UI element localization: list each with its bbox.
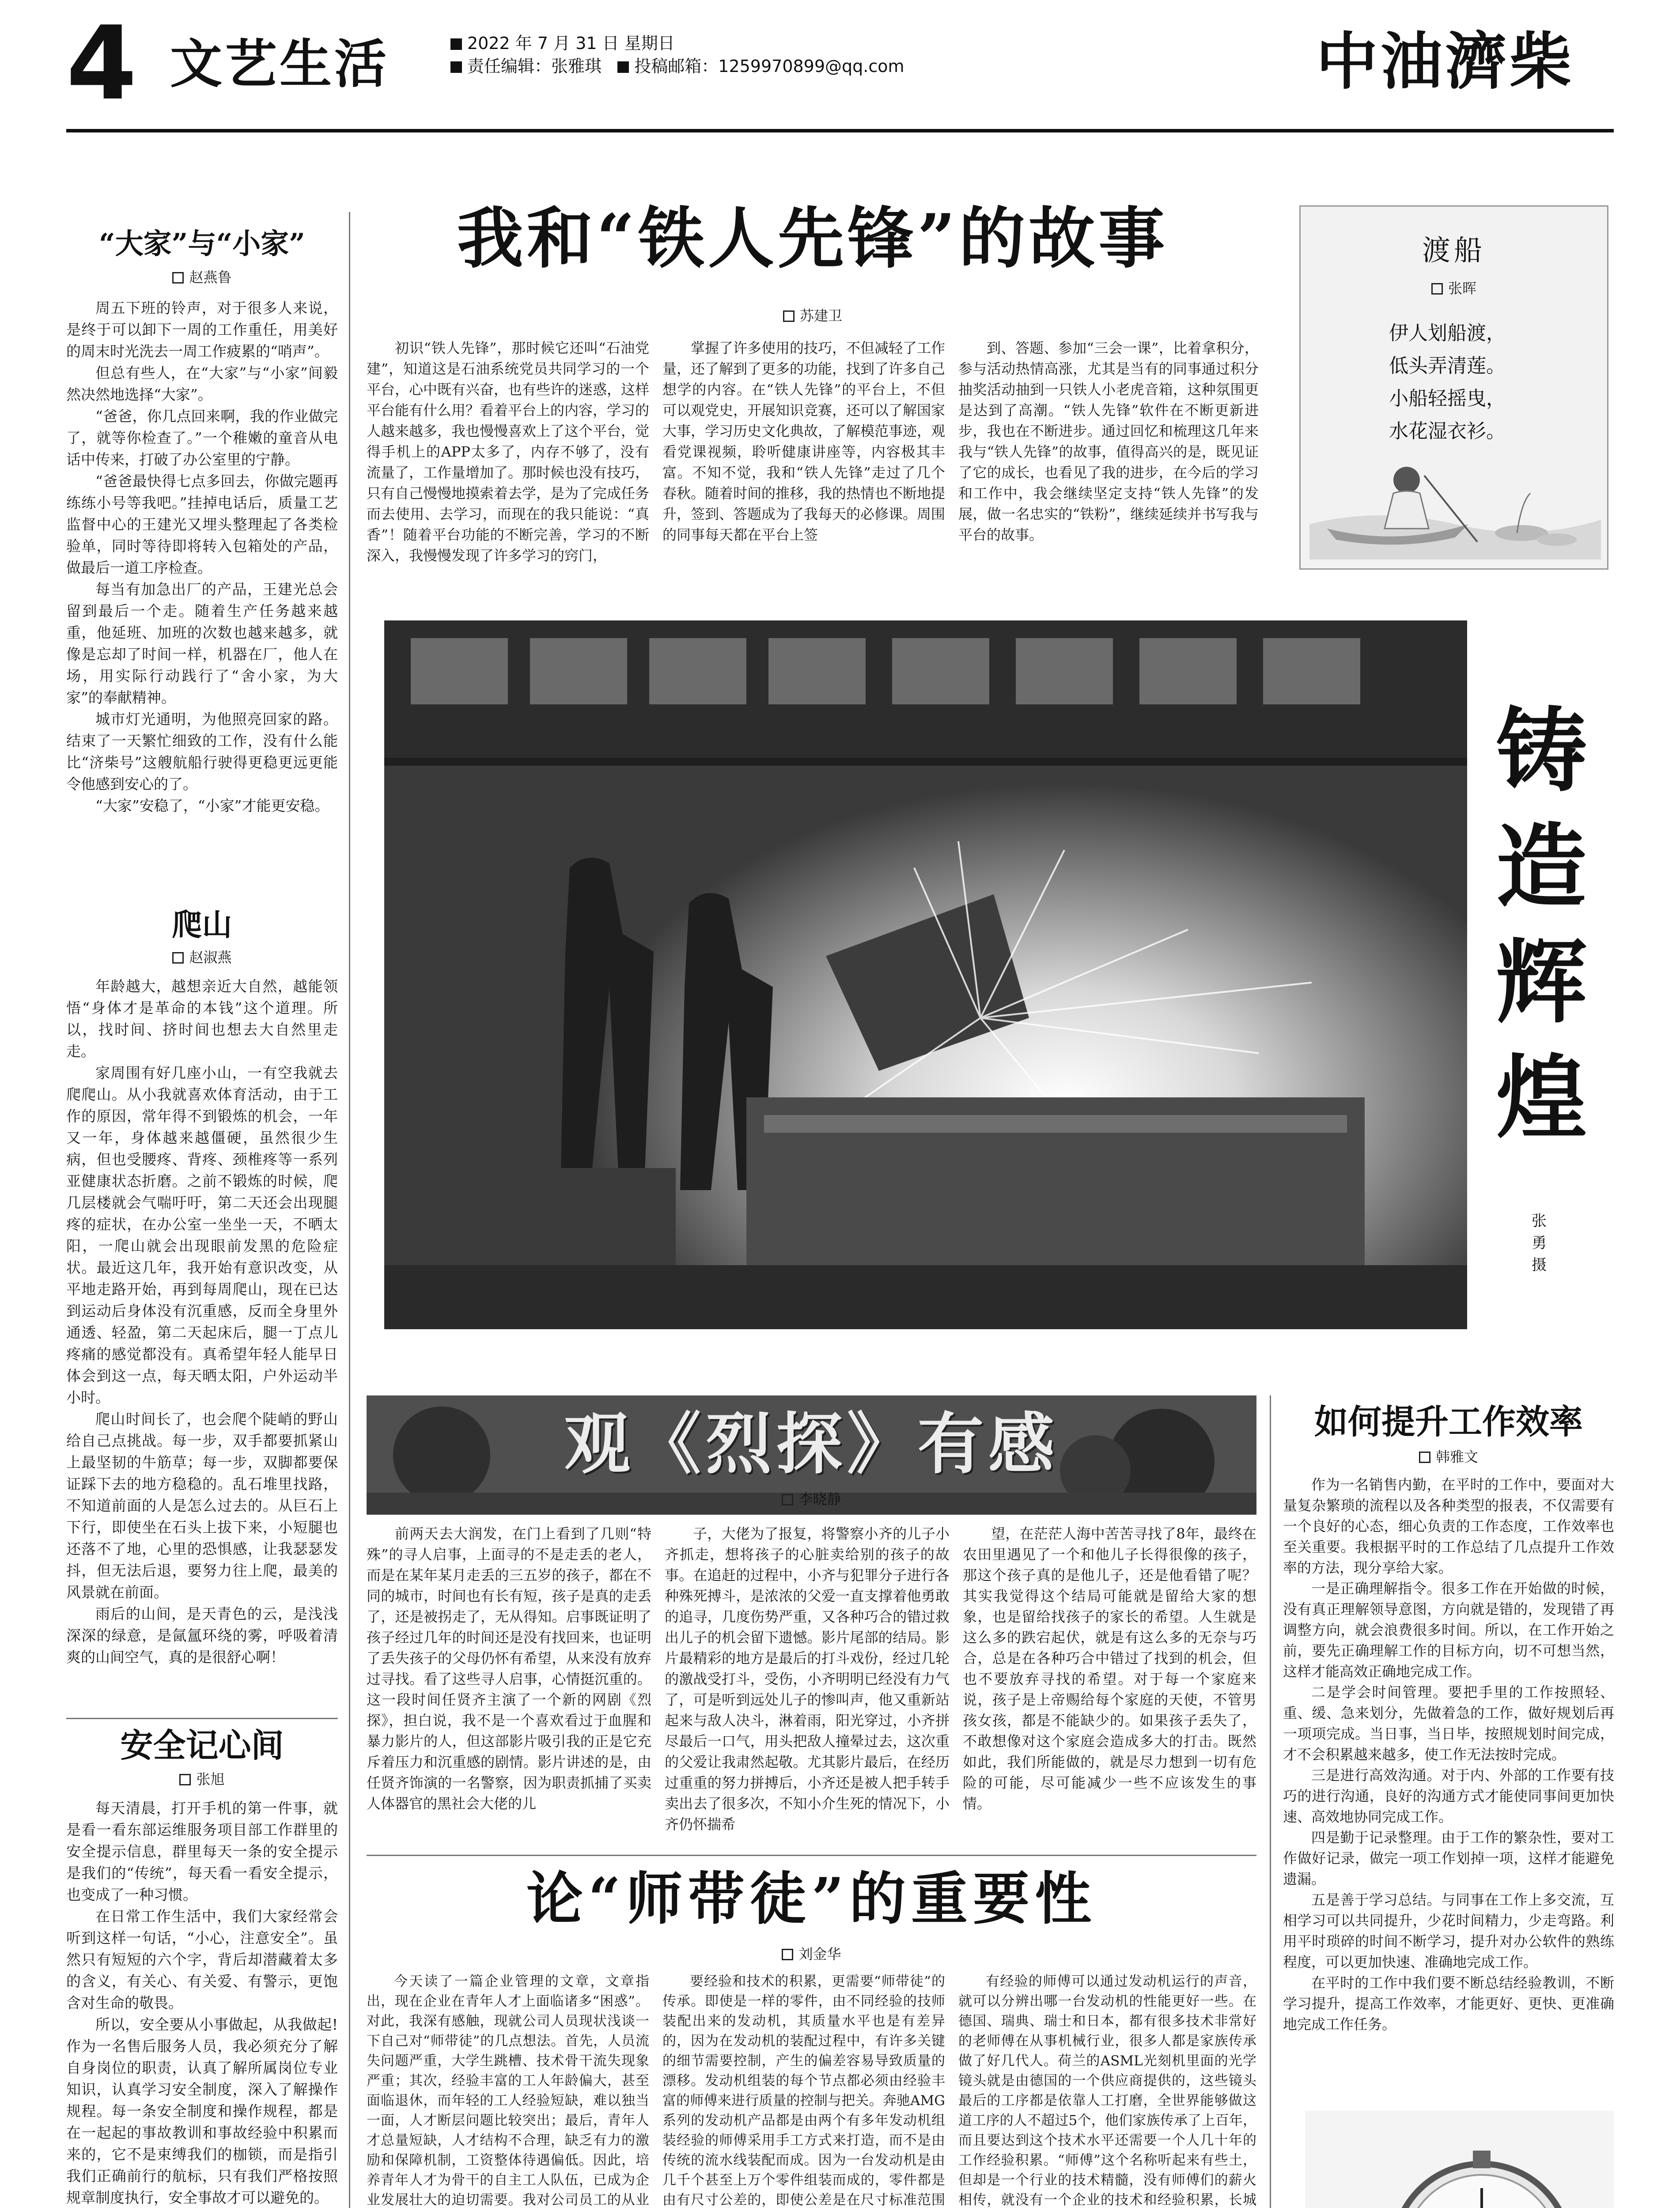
essay-title: 爬山 [172,907,232,943]
poem-line: 水花湿衣衫。 [1389,420,1506,442]
foundry-photo [384,620,1467,1329]
square-bullet-icon [617,61,629,73]
top-rule [66,129,1614,132]
essay-title: 安全记心间 [120,1727,284,1765]
paragraph: 有经验的师傅可以通过发动机运行的声音，就可以分辨出哪一台发动机的性能更好一些。在德国、瑞典、瑞士和日本，都有很多技术非常好的老师傅在从事机械行业，很多人都是家族传承做了好几代人。荷兰的ASML光刻机里面的光学镜头就是由德国的一个供应商提供的，这些镜头最后的工序都是依靠人工打磨，全世界能够做这道工序的人不超过5个，他们家族传承了上百年，而且要达到这个技术水平还需要一个人几十年的工作经验积累。“师傅”这个名称听起来有些土，但却是一个行业的技术精髓，没有师傅们的薪火相传，就没有一个企业的技术和经验积累，长城 [958,1974,1256,2208]
paragraph: 家周围有好几座小山，一有空我就去爬爬山。从小我就喜欢体育活动，由于工作的原因，常年得不到锻炼的机会，一年又一年，身体越来越僵硬，虽然很少生病，但也受腰疼、背疼、颈椎疼等一系列亚健康状态折磨。之前不锻炼的时候，爬几层楼就会气喘吁吁，第二天还会出现腿疼的症状，在办公室一坐坐一天，不晒太阳，一爬山就会出现眼前发黑的危险症状。最近这几年，我开始有意识改变，从平地走路开始，再到每周爬山，现在已达到运动后身体没有沉重感，反而全身里外通透、轻盈，第二天起床后，腿一丁点儿疼痛的感觉都没有。真希望年轻人能早日体会到这一点，每天晒太阳，户外运动半小时。 [66,1064,338,1406]
paragraph: 作为一名销售内勤，在平时的工作中，要面对大量复杂繁琐的流程以及各种类型的报表，不仅需要有一个良好的心态，细心负责的工作态度，工作效率也至关重要。我根据平时的工作总结了几点提升工作效率的方法，现分享给大家。 [1283,1476,1614,1576]
author-box-icon [172,272,184,284]
paragraph: 周五下班的铃声，对于很多人来说，是终于可以卸下一周的工作重任，用美好的周末时光洗去一周工作疲累的“哨声”。 [66,299,338,360]
poem-line: 低头弄清莲。 [1389,355,1506,377]
main-story-col-3 [958,338,1259,545]
section-divider [367,1855,1256,1856]
essay-safety [66,1724,338,2208]
paragraph: 所以，安全要从小事做起，从我做起!作为一名售后服务人员，我必须充分了解自身岗位的职责，认真了解所属岗位专业知识，认真学习安全制度，深入了解操作规程。每一条安全制度和操作规程，都是在一起起的事故教训和事故经验中积累而来的，它不是束缚我们的枷锁，而是指引我们正确前行的航标，只有我们严格按照规章制度执行，安全事故才可以避免的。 [66,2016,338,2206]
column-divider [66,1718,338,1719]
paragraph: 前两天去大润发，在门上看到了几则“特殊”的寻人启事，上面寻的不是走丢的老人，而是在某年某月走丢的三五岁的孩子，都在不同的城市，时间也有长有短，孩子是真的走丢了，还是被拐走了，无从得知。启事既证明了孩子经过几年的时间还是没有找回来，也证明了丢失孩子的父母仍怀有希望，从来没有放弃过寻找。看了这些寻人启事，心情挺沉重的。这一段时间任贤齐主演了一个新的网剧《烈探》，担白说，我不是一个喜欢看过于血腥和暴力影片的人，但这部影片吸引我的正是它充斥着压力和沉重感的剧情。影片讲述的是，由任贤齐饰演的一名警察，因为职责抓捕了买卖人体器官的黑社会大佬的儿 [367,1525,651,1812]
editor-text: 责任编辑：张雅琪 [467,57,602,76]
paragraph: 五是善于学习总结。与同事在工作上多交流，互相学习可以共同提升，少花时间精力，少走弯路。利用平时琐碎的时间不断学习，提升对办公软件的熟练程度，可以更加快速、准确地完成工作。 [1283,1891,1614,1970]
author-name: 张晖 [1448,280,1476,297]
essay-title: “大家”与“小家” [98,227,306,261]
paragraph: 今天读了一篇企业管理的文章，文章指出，现在企业在青年人才上面临诸多“困惑”。对此，我深有感触，现就公司人员现状浅谈一下自己对“师带徒”的几点想法。首先，人员流失问题严重，大学生跳槽、技术骨干流失现象严重；其次，经验丰富的工人年龄偏大，甚至面临退休，而年轻的工人经验短缺，难以独当一面，人才断层问题比较突出；最后，青年人才总量短缺，人才结构不合理，缺乏有力的激励和保障机制，工资整体待遇偏低。因此，培养青年人才为骨干的自主工人队伍，已成为企业发展壮大的迫切需要。我对公司员工的从业 [367,1974,649,2208]
main-story-col-2 [662,338,945,545]
paragraph: 二是学会时间管理。要把手里的工作按照轻、重、缓、急来划分，先做着急的工作，做好规划后再一项项完成。当日事，当日毕，按照规划时间完成，才不会积累越来越多，使工作无法按时完成。 [1283,1684,1614,1763]
author-name: 刘金华 [798,1946,841,1962]
page-number: 4 [66,5,137,123]
paragraph: 子，大佬为了报复，将警察小齐的儿子小齐抓走，想将孩子的心脏卖给别的孩子的故事。在追赶的过程中，小齐与犯罪分子进行各种殊死搏斗，是浓浓的父爱一直支撑着他勇敢的追寻，几度伤势严重，又各种巧合的错过救出儿子的机会留下遗憾。影片尾部的结局。影片最精彩的地方是最后的打斗戏份，经过几轮的激战受打斗，受伤，小齐明明已经没有力气了，可是听到远处儿子的惨叫声，他又重新站起来与敌人决斗，淋着雨，阳光穿过，小齐拼尽最后一口气，用头把敌人撞晕过去，这次重的父爱让我肃然起敬。尤其影片最后，在经历过重重的努力拼搏后，小齐还是被人把手转手卖出去了很多次，不知小介生死的情况下，小齐仍怀揣希 [665,1525,950,1833]
paragraph: “爸爸最快得七点多回去，你做完题再练练小号等我吧。”挂掉电话后，质量工艺监督中心的王建光又埋头整理起了各类检验单，同时等待即将转入包箱处的产品，做最后一道工序检查。 [66,473,338,576]
paragraph: 三是进行高效沟通。对于内、外部的工作要有技巧的进行沟通，良好的沟通方式才能使同事间更加快速、高效地协同完成工作。 [1283,1767,1614,1825]
poem-title: 渡船 [1422,234,1486,267]
email-text: 投稿邮箱：1259970899@qq.com [634,57,904,76]
photo-credit: 张勇 摄 [1532,1212,1547,1274]
poem-author [1301,277,1607,298]
brand-logo: 中油濟柴 [1316,26,1574,98]
movie-review-col-1 [367,1524,651,1814]
paragraph: 到、答题、参加“三会一课”，比着拿积分，参与活动热情高涨，尤其是当有的同事通过积分抽奖活动抽到一只铁人小老虎音箱，这种氛围更是达到了高潮。“铁人先锋”软件在不断更新进步，我也在不断进步。通过回忆和梳理这几年来我与“铁人先锋”的故事，值得高兴的是，既见证了它的成长，也看见了我的进步，在今后的学习和工作中，我会继续坚定支持“铁人先锋”的发展，做一名忠实的“铁粉”，继续延续并书写我与平台的故事。 [958,340,1259,543]
author-box-icon [783,310,795,322]
author-name: 苏建卫 [799,307,842,324]
movie-review-col-2 [665,1524,950,1835]
author-box-icon [172,952,184,964]
square-bullet-icon [450,38,462,50]
paragraph: 在日常工作生活中，我们大家经常会听到这样一句话，“小心，注意安全”。虽然只有短短的六个字，背后却潜藏着太多的含义，有关心、有关爱、有警示，更饱含对生命的敬畏。 [66,1908,338,2011]
paragraph: 四是勤于记录整理。由于工作的繁杂性，要对工作做好记录，做完一项工作划掉一项，这样才能避免遗漏。 [1283,1829,1614,1887]
mentor-col-2 [662,1972,945,2208]
mentor-col-3 [958,1972,1256,2208]
essay-efficiency [1283,1400,1614,2035]
paragraph: 初识“铁人先锋”，那时候它还叫“石油党建”，知道这是石油系统党员共同学习的一个平台，心中既有兴奋，也有些许的迷惑，这样平台能有什么用？看着平台上的内容，学习的人越来越多，我也慢慢喜欢上了这个平台，觉得手机上的APP太多了，内存不够了，没有流量了，工作量增加了。那时候也没有技巧，只有自己慢慢地摸索着去学，是为了完成任务而去使用、去学习，而现在的我只能说：“真香”！随着平台功能的不断完善，学习的不断深入，我慢慢发现了许多学习的窍门， [367,340,650,564]
author-name: 李晓静 [798,1491,841,1508]
author-box-icon [1431,283,1443,295]
movie-review-title: 观《烈探》有感 [564,1405,1059,1483]
essay-author [66,1769,338,1790]
author-name: 赵淑燕 [189,949,232,966]
paragraph: 每当有加急出厂的产品，王建光总会留到最后一个走。随着生产任务越来越重，他延班、加班的次数也越来越多，就像是忘却了时间一样，机器在厂，他人在场，用实际行动践行了“舍小家，为大家”的奉献精神。 [66,581,338,706]
essay-author [66,947,338,968]
stopwatch-illustration [1305,2111,1614,2208]
author-box-icon [782,1494,793,1505]
author-name: 韩雅文 [1435,1448,1478,1465]
essay-author [66,267,338,288]
essay-author [1283,1447,1614,1467]
paragraph: 一是正确理解指令。很多工作在开始做的时候，没有真正理解领导意图，方向就是错的，发现错了再调整方向，就会浪费很多时间。所以，在工作开始之前，要先正确理解工作的目标方向，切不可想当然，这样才能高效正确地完成工作。 [1283,1580,1614,1680]
essay-climbing [66,905,338,1668]
paragraph: 掌握了许多使用的技巧，不但减轻了工作量，还了解到了更多的功能，找到了许多自己想学的内容。在“铁人先锋”的平台上，不但可以观党史，开展知识竞赛，还可以了解国家大事，学习历史文化典故，了解模范事迹，观看党课视频，聆听健康讲座等，内容极其丰富。不知不觉，我和“铁人先锋”走过了几个春秋。随着时间的推移，我的热情也不断地提升，签到、答题成为了我每天的必修课。周围的同事每天都在平台上签 [662,340,946,543]
author-box-icon [782,1949,793,1960]
square-bullet-icon [450,61,462,73]
poem-line: 伊人划船渡， [1389,322,1506,344]
paragraph: “爸爸，你几点回来啊，我的作业做完了，就等你检查了。”一个稚嫩的童音从电话中传来，打破了办公室里的宁静。 [66,408,338,468]
paragraph: 望，在茫茫人海中苦苦寻找了8年，最终在农田里遇见了一个和他儿子长得很像的孩子，那这个孩子真的是他儿子，还是他看错了呢？其实我觉得这个结局可能就是留给大家的想象，也是留给找孩子的家长的希望。人生就是这么多的跌宕起伏，就是有这么多的无奈与巧合，总是在各种巧合中错过了找到的机会，但也不要放弃寻找的希望。对于每一个家庭来说，孩子是上帝赐给每个家庭的天使，不管男孩女孩，都是不能缺少的。如果孩子丢失了，不敢想像对这个家庭会造成多大的打击。既然如此，我们所能做的，就是尽力想到一切有危险的可能，尽可能减少一些不应该发生的事情。 [963,1525,1256,1812]
paragraph: 在平时的工作中我们要不断总结经验教训，不断学习提升，提高工作效率，才能更好、更快、更准确地完成工作任务。 [1283,1974,1614,2033]
date-line [450,32,904,55]
mentor-title: 论“师带徒”的重要性 [526,1866,1097,1932]
movie-review-col-3 [963,1524,1256,1814]
poem-line: 小船轻摇曳， [1389,387,1506,410]
paragraph: “大家”安稳了，“小家”才能更安稳。 [95,797,329,814]
main-story-author [367,305,1259,325]
author-box-icon [179,1774,191,1785]
column-divider [349,212,350,2208]
editor-email-line [450,55,904,78]
author-box-icon [1419,1452,1430,1463]
section-title: 文艺生活 [170,34,390,95]
date-text: 2022 年 7 月 31 日 星期日 [467,34,675,53]
paragraph: 雨后的山间，是天青色的云，是浅浅深深的绿意，是氤氲环绕的雾，呼吸着清爽的山间空气，真的是很舒心啊！ [66,1605,338,1666]
mentor-author [367,1943,1256,1963]
paragraph: 但总有些人，在“大家”与“小家”间毅然决然地选择“大家”。 [66,364,338,403]
paragraph: 要经验和技术的积累，更需要“师带徒”的传承。即使是一样的零件，由不同经验的技师装配出来的发动机，其质量水平也是有差异的，因为在发动机的装配过程中，有许多关键的细节需要控制，产生的偏差容易导致质量的漂移。发动机组装的每个节点都必须由经验丰富的师傅来进行质量的控制与把关。奔驰AMG系列的发动机产品都是由两个有多年发动机组装经验的师傅采用手工方式来打造，而不是由传统的流水线装配而成。因为一台发动机是由几千个甚至上万个零件组装而成的，零件都是由有尺寸公差的，即使公差是在尺寸标准范围 [662,1974,945,2208]
paragraph: 城市灯光通明，为他照亮回家的路。结束了一天繁忙细致的工作，没有什么能比“济柴号”这艘航船行驶得更稳更远更能令他感到安心的了。 [66,711,338,793]
mentor-col-1 [367,1972,649,2208]
poem-box [1299,205,1608,570]
movie-review-author [367,1488,1256,1509]
photo-title: 铸造辉煌 [1496,698,1587,1151]
author-name: 张旭 [196,1771,225,1788]
paragraph: 年龄越大，越想亲近大自然，越能领悟“身体才是革命的本钱”这个道理。所以，找时间、挤时间也想去大自然里走走。 [66,978,338,1060]
foundry-photo-art [384,620,1467,1329]
essay-title: 如何提升工作效率 [1314,1402,1583,1441]
essay-big-small-family [66,225,338,817]
issue-meta [450,32,904,78]
main-story-title: 我和“铁人先锋”的故事 [457,200,1169,277]
column-divider [1270,1395,1271,2208]
boat-lady-illustration [1309,414,1601,560]
author-name: 赵燕鲁 [189,269,232,286]
paragraph: 爬山时间长了，也会爬个陡峭的野山给自己点挑战。每一步，双手都要抓紧山上最坚韧的牛筋草；每一步，双脚都要保证踩下去的地方稳稳的。乱石堆里找路，不知道前面的人是怎么过去的。从巨石上下行，即使坐在石头上拔下来，小短腿也还落不了地，心里的恐惧感，让我瑟瑟发抖，但无法后退，要努力往上爬，最美的风景就在前面。 [66,1410,338,1601]
paragraph: 每天清晨，打开手机的第一件事，就是看一看东部运维服务项目部工作群里的安全提示信息，群里每天一条的安全提示是我们的“传统”，每天看一看安全提示，也变成了一种习惯。 [66,1800,338,1903]
main-story-col-1 [367,338,649,566]
